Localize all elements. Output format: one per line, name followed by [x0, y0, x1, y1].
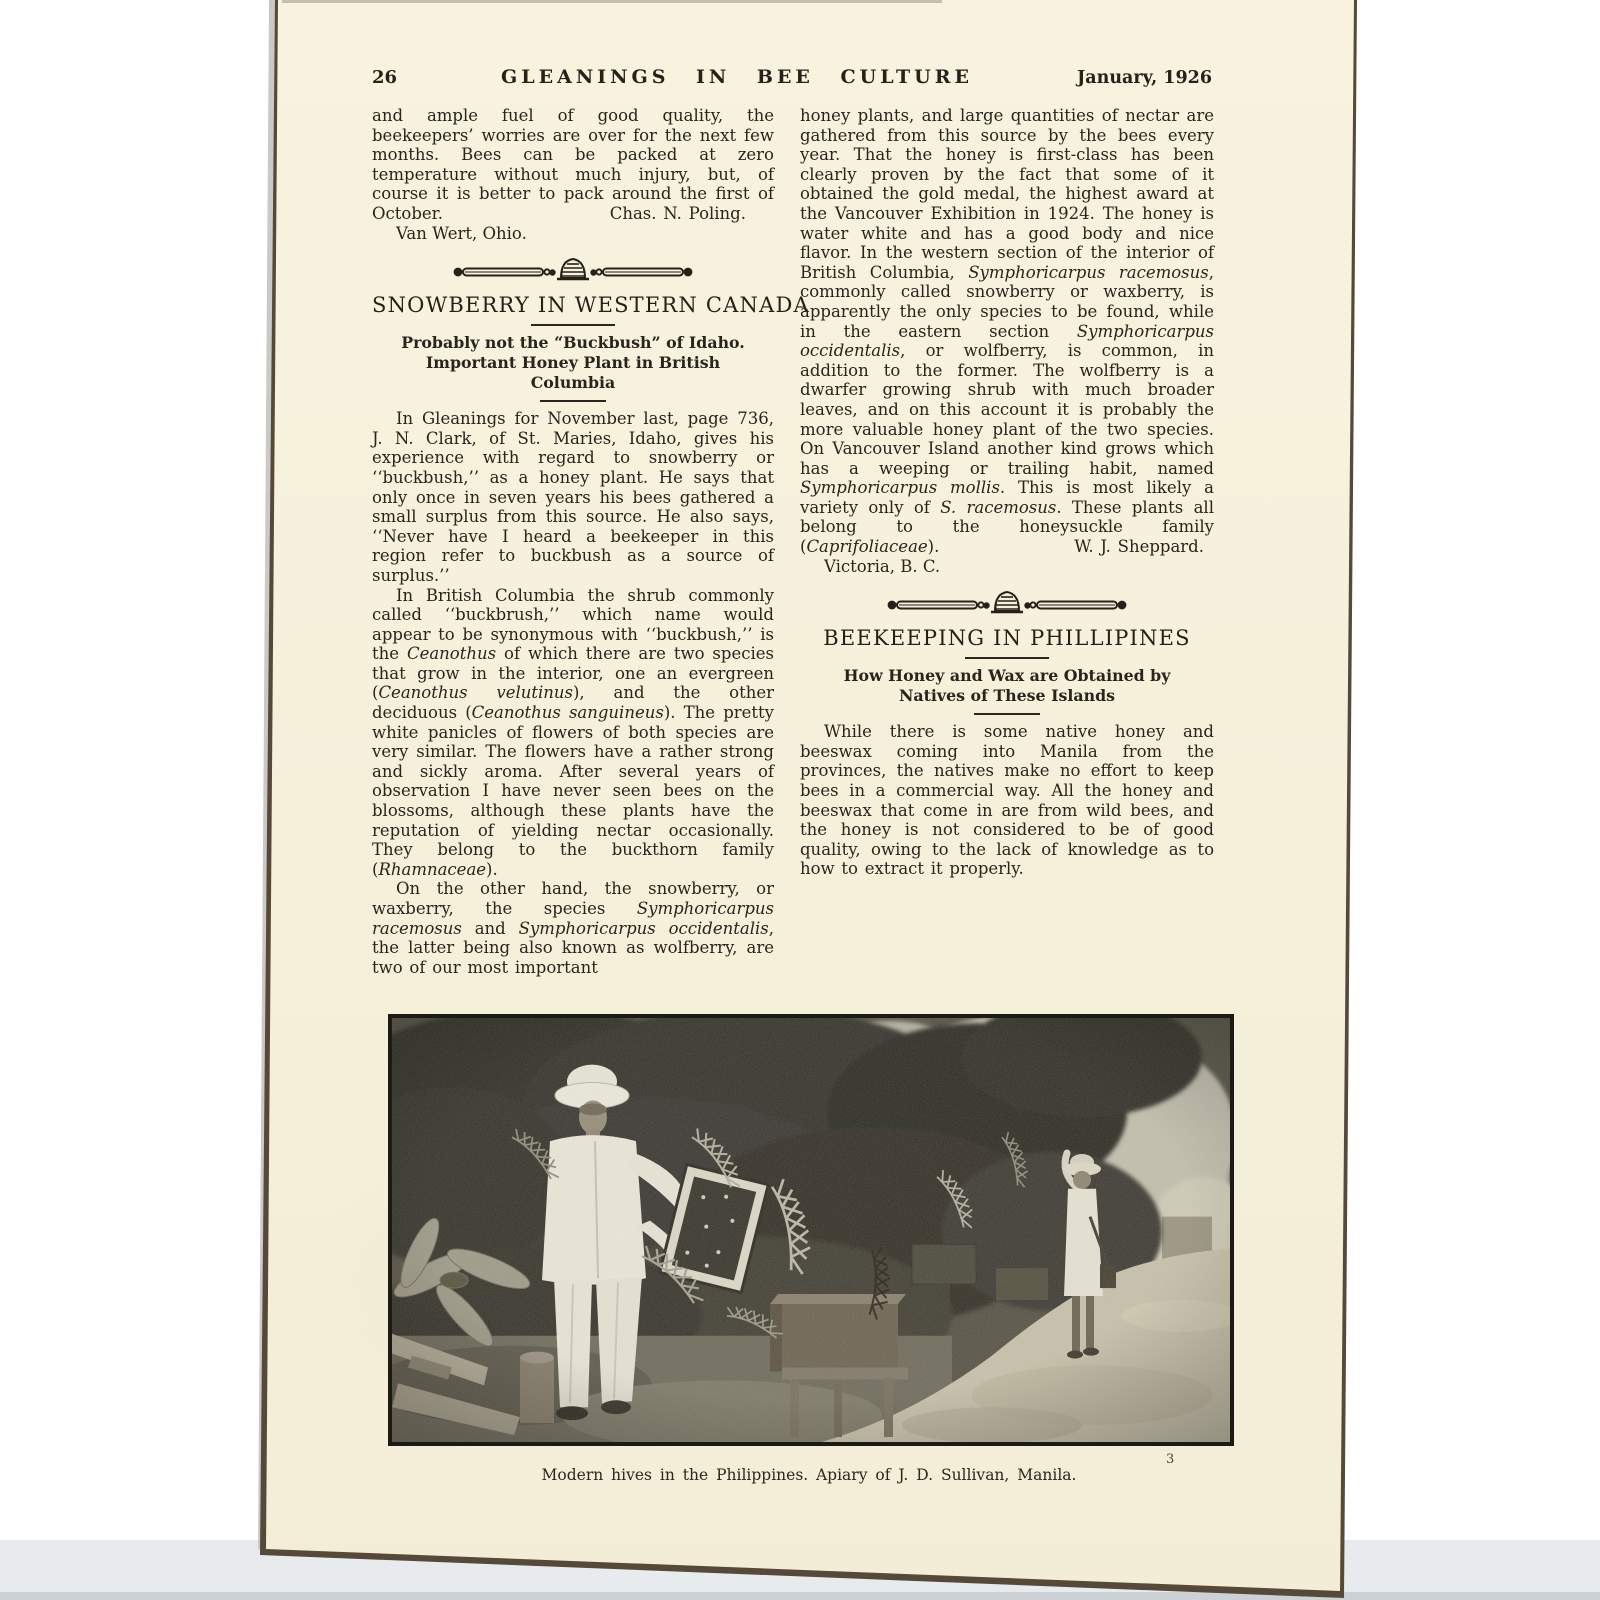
divider-ornament [885, 588, 1129, 618]
body-text: ). [927, 537, 940, 557]
left-column [372, 106, 810, 977]
body-text: . This is most likely a variety only of [800, 478, 1214, 517]
photo-caption: Modern hives in the Philippines. Apiary of J. D. Sullivan, Manila. [541, 1466, 1077, 1484]
paragraph [372, 409, 774, 585]
body-text: honey plants, and large quantities of nectar are gathered from this source by the bees every year. That the honey is first-class has been clearly proven by the fact that some of it obtained the gold medal, the highest award at the Vancouver Exhibition in 1924. The honey is water white and has a good body and nice flavor. In the western section of the interior of British Columbia, [800, 106, 1214, 282]
article-title: BEEKEEPING IN PHILLIPINES [823, 626, 1191, 651]
title-rule [531, 324, 615, 326]
paragraph [800, 722, 1214, 879]
species-name: Symphoricarpus racemosus [968, 262, 1209, 282]
apiary-photo [388, 1014, 1234, 1446]
page-number: 26 [372, 67, 398, 88]
body-text: On the other hand, the snowberry, or waxberry, the species [372, 879, 774, 918]
paragraph [372, 586, 774, 880]
place-line: Van Wert, Ohio. [396, 223, 527, 243]
section-divider [372, 255, 774, 285]
subtitle-rule [540, 400, 606, 402]
species-name: Ceanothus velutinus [378, 683, 573, 703]
right-column [800, 106, 1214, 879]
body-text: ). The pretty white panicles of flowers of both species are very similar. The flowers have a rather strong and sickly aroma. After several years of observation I have never seen bees on the blossoms, although these plants have the reputation of yielding nectar occasionally. They belong to the buckthorn family ( [372, 703, 774, 879]
article-subtitle: How Honey and Wax are Obtained by Natives of These Islands [843, 666, 1171, 706]
species-name: Symphoricarpus occidentalis [518, 918, 769, 938]
species-name: Rhamnaceae [378, 859, 487, 879]
body-text: , or wolfberry, is common, in addition to the former. The wolfberry is a dwarfer growing shrub with much broader leaves, and on this account it is probably the more valuable honey plant of the two species. On Vancouver Island another kind grows which has a weeping or trailing habit, named [800, 341, 1214, 478]
body-text: of which there are two species that grow in the interior, one an evergreen ( [372, 644, 774, 703]
issue-date: January, 1926 [1076, 68, 1212, 88]
body-text: , the latter being also known as wolfberry, are two of our most important [372, 918, 774, 977]
species-name: Caprifoliaceae [806, 537, 928, 557]
species-name: Symphoricarpus mollis [800, 478, 1000, 498]
stray-print-mark: 3 [1166, 1452, 1175, 1467]
body-text: and [461, 918, 519, 938]
divider-ornament [451, 255, 695, 285]
subtitle-rule [974, 713, 1040, 715]
section-divider [800, 588, 1214, 618]
author-signature: Chas. N. Poling. [609, 203, 746, 223]
article-subtitle: Probably not the “Buckbush” of Idaho. Important Honey Plant in British Columbia [401, 333, 745, 393]
apiary-photo-illustration [392, 1018, 1230, 1442]
body-text: and ample fuel of good quality, the beekeepers’ worries are over for the next few months. Bees can be packed at zero temperature without much injury, but, of course it is better to pack around the first of October. [372, 106, 774, 223]
place-line: Victoria, B. C. [824, 556, 941, 576]
article-title: SNOWBERRY IN WESTERN CANADA [372, 293, 810, 318]
body-text: In Gleanings for November last, page 736, J. N. Clark, of St. Maries, Idaho, gives his experience with regard to snowberry or ‘‘buckbush,’’ as a honey plant. He says that only once in seven years his bees gathered a small surplus from this source. He also says, ‘‘Never have I heard a beekeeper in this region refer to buckbush as a source of surplus.’’ [372, 409, 774, 585]
species-name: Symphoricarpus occidentalis [800, 321, 1214, 361]
paragraph [372, 879, 774, 977]
species-name: Symphoricarpus racemosus [372, 899, 774, 938]
species-name: S. racemosus [940, 497, 1057, 517]
body-text: , commonly called snowberry or waxberry, is apparently the only species to be found, while in the eastern section [800, 262, 1214, 341]
title-rule [965, 657, 1049, 659]
body-text: ). [486, 859, 498, 879]
species-name: Ceanothus sanguineus [471, 703, 664, 723]
body-text: In British Columbia the shrub commonly called ‘‘buckbrush,’’ which name would appear to be synonymous with ‘‘buckbush,’’ is the [372, 585, 774, 664]
body-text: ), and the other deciduous ( [372, 683, 774, 723]
body-text: While there is some native honey and beeswax coming into Manila from the provinces, the natives make no effort to keep bees in a commercial way. All the honey and beeswax that come in are from wild bees, and the honey is not considered to be of good quality, owing to the lack of knowledge as to how to extract it properly. [800, 722, 1214, 879]
paragraph [372, 106, 774, 224]
species-name: Ceanothus [406, 644, 497, 664]
paragraph [800, 106, 1214, 557]
author-signature: W. J. Sheppard. [1074, 537, 1204, 557]
journal-title: GLEANINGS IN BEE CULTURE [501, 66, 974, 88]
masthead [372, 66, 1212, 88]
body-text: . These plants all belong to the honeysuckle family ( [800, 497, 1214, 557]
